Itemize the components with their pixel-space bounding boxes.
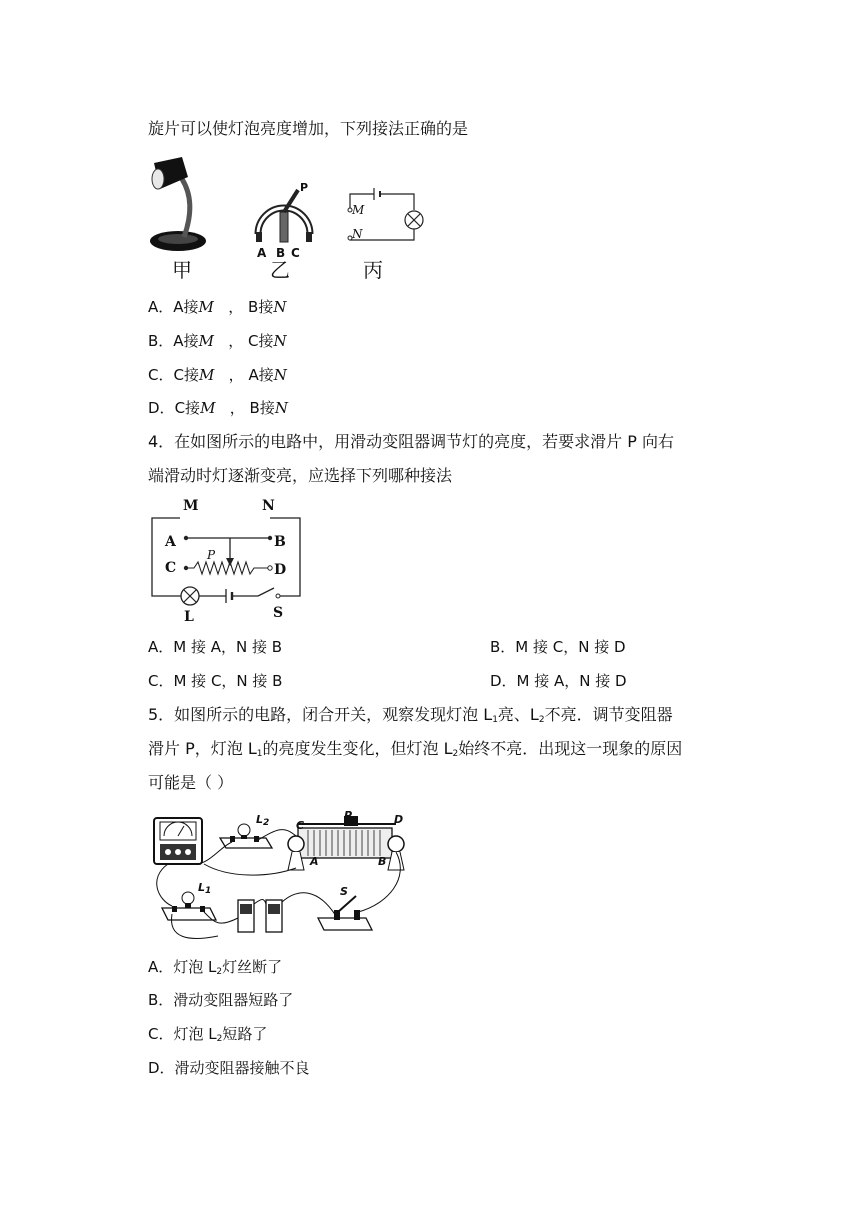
- q4-label-d: D: [274, 562, 287, 578]
- q4-label-l: L: [184, 609, 194, 625]
- q3-option-d[interactable]: D．C接M ， B接N: [148, 399, 288, 417]
- circuit-label-m: M: [352, 203, 365, 217]
- q5-label-d: D: [394, 813, 404, 826]
- q5-physical-circuit-figure: [148, 808, 418, 942]
- pot-label-b: B: [276, 246, 286, 260]
- circuit-label-n: N: [352, 227, 363, 241]
- pot-label-c: C: [291, 246, 300, 260]
- q3-option-c[interactable]: C．C接M ， A接N: [148, 366, 287, 384]
- desk-lamp-figure: [148, 155, 212, 255]
- q4-label-a: A: [165, 534, 176, 550]
- q5-label-s: S: [340, 885, 348, 898]
- q5-stem-line2: 滑片 P，灯泡 $L_1$的亮度发生变化，但灯泡 $L_2$始终不亮．出现这一现象的原因: [148, 739, 683, 759]
- q5-option-a[interactable]: A．灯泡 $L_2$灯丝断了: [148, 958, 283, 977]
- q4-label-p: P: [207, 548, 216, 562]
- q5-label-p: P: [344, 809, 353, 822]
- q5-label-l2: $L_2$: [256, 813, 270, 828]
- q5-label-l1: $L_1$: [198, 881, 212, 896]
- q5-option-c[interactable]: C．灯泡 $L_2$短路了: [148, 1025, 268, 1044]
- q4-label-m: M: [183, 498, 199, 514]
- q4-option-b[interactable]: B．M 接 C，N 接 D: [490, 638, 626, 656]
- q4-option-c[interactable]: C．M 接 C，N 接 B: [148, 672, 283, 690]
- q5-option-d[interactable]: D．滑动变阻器接触不良: [148, 1059, 310, 1077]
- caption-jia: 甲: [172, 258, 192, 282]
- caption-bing: 丙: [363, 258, 383, 282]
- q5-label-b: B: [378, 855, 387, 868]
- q4-option-a[interactable]: A．M 接 A，N 接 B: [148, 638, 283, 656]
- q3-option-a[interactable]: A．A接M ， B接N: [148, 298, 287, 316]
- q5-stem-line1: 5．如图所示的电路，闭合开关，观察发现灯泡 $L_1$亮、$L_2$不亮．调节变阻器: [148, 705, 673, 725]
- q5-option-b[interactable]: B．滑动变阻器短路了: [148, 991, 294, 1009]
- q4-label-s: S: [273, 605, 284, 621]
- q5-label-a: A: [310, 855, 319, 868]
- q3-option-b[interactable]: B．A接M ， C接N: [148, 332, 287, 350]
- q5-stem-line3: 可能是（ ）: [148, 773, 234, 792]
- q4-stem-line1: 4．在如图所示的电路中，用滑动变阻器调节灯的亮度，若要求滑片 P 向右: [148, 432, 675, 451]
- q3-stem: 旋片可以使灯泡亮度增加，下列接法正确的是: [148, 119, 469, 138]
- q4-option-d[interactable]: D．M 接 A，N 接 D: [490, 672, 627, 690]
- q4-label-c: C: [165, 560, 177, 576]
- pot-label-a: A: [257, 246, 267, 260]
- q4-label-b: B: [274, 534, 286, 550]
- caption-yi: 乙: [270, 258, 290, 282]
- q4-label-n: N: [262, 498, 275, 514]
- q4-stem-line2: 端滑动时灯逐渐变亮，应选择下列哪种接法: [148, 466, 453, 485]
- q5-label-c: C: [296, 819, 305, 832]
- pot-label-p: P: [300, 181, 309, 194]
